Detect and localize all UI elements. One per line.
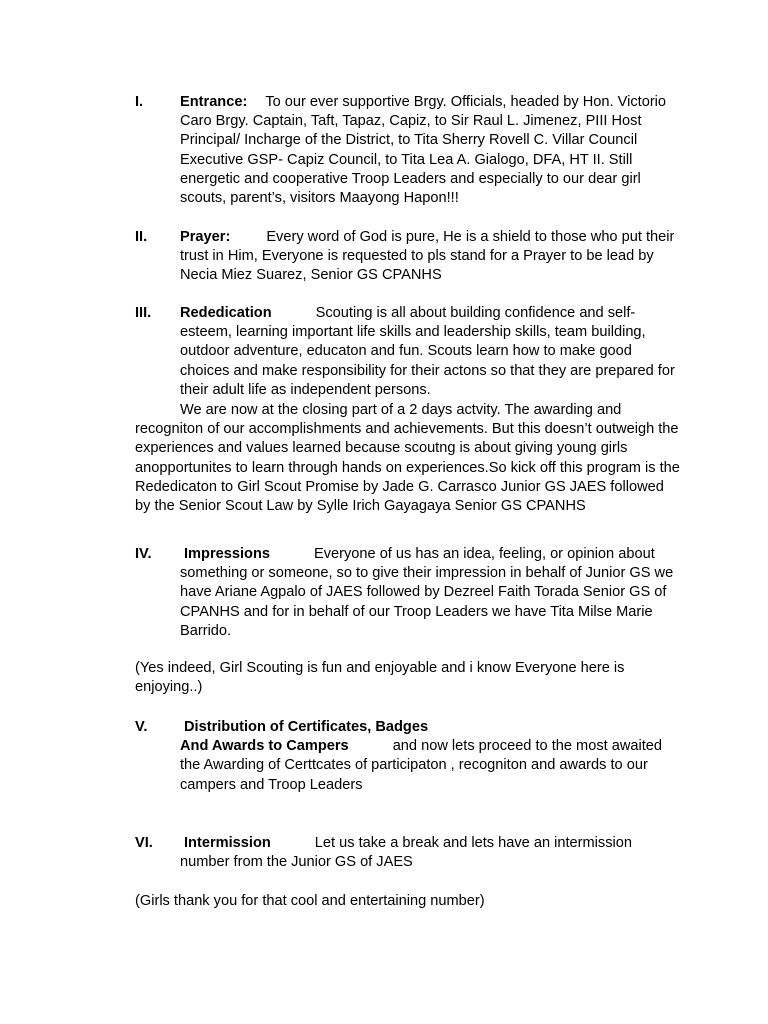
section-text: Every word of God is pure, He is a shield to those who put their trust in Him, Everyone is requested to pls stand for a Prayer to be lead by Necia Miez Suarez, Senior GS CPANHS [180, 229, 675, 284]
section-heading: Impressions [184, 546, 270, 562]
section-number: III. [135, 305, 152, 321]
section-heading: Rededication [180, 305, 272, 321]
rededication-continuation: We are now at the closing part of a 2 days actvity. The awarding and recogniton of our accomplishments and achievements. But this doesn’t outweigh the experiences and values learned because scoutng is about giving young girls anopportunites to learn through hands on experiences.So kick off this program is the Rededicaton to Girl Scout Promise by Jade G. Carrasco Junior GS JAES followed by the Senior Scout Law by Sylle Irich Gayagaya Senior GS CPANHS [135, 402, 680, 515]
section-prayer [135, 228, 680, 286]
section-number: IV. [135, 546, 152, 562]
section-rededication [135, 304, 680, 400]
section-text: Scouting is all about building confidence and self-esteem, learning important life skills and leadership skills, team building, outdoor adventure, educaton and fun. Scouts learn how to make good choices and make responsibility for their actons so that they are prepared for their adult life as independent persons. [180, 305, 675, 398]
section-number: VI. [135, 835, 153, 851]
section-text: Let us take a break and lets have an intermission number from the Junior GS of JAES [180, 835, 632, 871]
section-text: Everyone of us has an idea, feeling, or opinion about something or someone, so to give their impression in behalf of Junior GS we have Ariane Agpalo of JAES followed by Dezreel Faith Torada Senior GS of CPANHS and for in behalf of our Troop Leaders we have Tita Milse Marie Barrido. [180, 546, 674, 639]
note-after-intermission: (Girls thank you for that cool and entertaining number) [135, 893, 485, 909]
section-heading: Distribution of Certificates, Badges [184, 719, 429, 735]
note-after-impressions: (Yes indeed, Girl Scouting is fun and enjoyable and i know Everyone here is enjoying..) [135, 660, 625, 696]
section-number: I. [135, 94, 144, 110]
section-intermission [135, 834, 680, 872]
section-heading: Intermission [184, 835, 271, 851]
section-text: and now lets proceed to the most awaited the Awarding of Certtcates of participaton , recogniton and awards to our campers and Troop Leaders [180, 738, 663, 793]
section-heading: Entrance: [180, 94, 248, 110]
section-entrance [135, 93, 680, 208]
section-distribution [135, 718, 680, 795]
section-number: II. [135, 229, 148, 245]
section-heading: Prayer: [180, 229, 231, 245]
section-impressions [135, 545, 680, 641]
section-text: To our ever supportive Brgy. Officials, headed by Hon. Victorio Caro Brgy. Captain, Taft, Tapaz, Capiz, to Sir Raul L. Jimenez, PIII Host Principal/ Incharge of the District, to Tita Sherry Rovell C. Villar Council Executive GSP- Capiz Council, to Tita Lea A. Gialogo, DFA, HT II. Still energetic and cooperative Troop Leaders and especially to our dear girl scouts, parent’s, visitors Maayong Hapon!!! [180, 94, 667, 207]
section-number: V. [135, 719, 148, 735]
section-heading-continued: And Awards to Campers [180, 738, 349, 755]
